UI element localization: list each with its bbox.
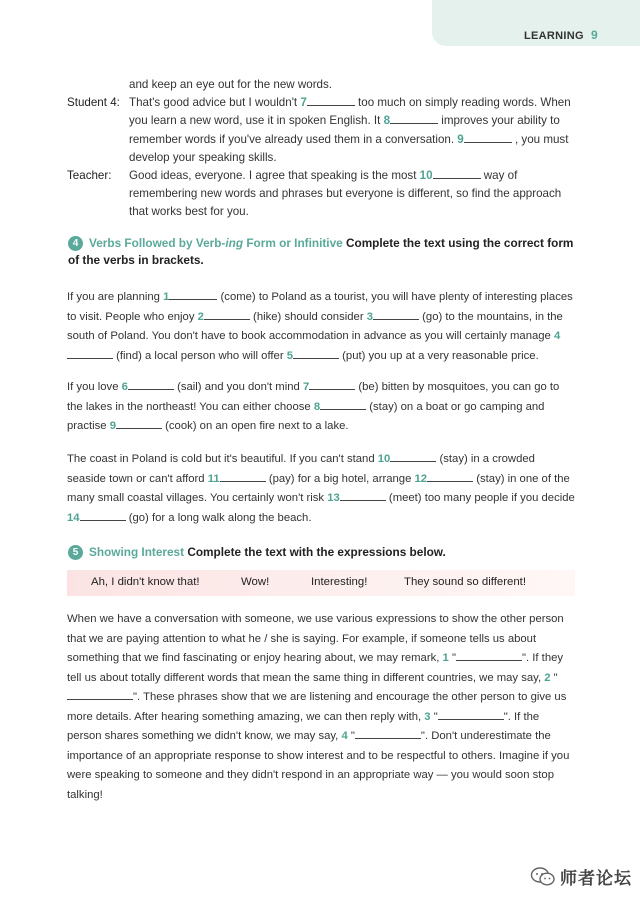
wechat-icon bbox=[530, 866, 556, 888]
blank-field[interactable] bbox=[355, 727, 421, 739]
speaker-label: Student 4: bbox=[67, 96, 120, 110]
blank-field[interactable] bbox=[433, 167, 481, 179]
blank-field[interactable] bbox=[220, 470, 266, 482]
expression-option: Ah, I didn't know that! bbox=[91, 576, 200, 588]
section5-heading: 5 Showing Interest Complete the text with the expressions below. bbox=[68, 544, 578, 561]
blank-field[interactable] bbox=[67, 688, 133, 700]
section5-paragraph: When we have a conversation with someone, we use various expressions to show the other person that we are paying attention to what he / she is saying. For example, if someone tells us about something that we find fascinating or enjoy hearing about, we may remark, 1 " ". If they tell us about totally different words that mean the same thing in different countries, we may say, 2 "". These phrases show that we are listening and encourage the other person to give us more details. After hearing something amazing, we can then reply with, 3 " ". If the person shares something we didn't know, we may say, 4 " ". Don't underestimate the importance of an appropriate response to show interest and to be respectful to others. Imagine if you were speaking to someone and they didn't respond in an appropriate way — you would soon stop talking! bbox=[67, 613, 570, 801]
blank-field[interactable] bbox=[373, 308, 419, 320]
blank-field[interactable] bbox=[204, 308, 250, 320]
section4-title: Verbs Followed by Verb-ing Form or Infinitive bbox=[89, 236, 343, 250]
blank-field[interactable] bbox=[390, 112, 438, 124]
expression-option: They sound so different! bbox=[404, 576, 526, 588]
blank-field[interactable] bbox=[438, 708, 504, 720]
section4-heading: 4 Verbs Followed by Verb-ing Form or Infinitive Complete the text using the correct form of the verbs in brackets. bbox=[68, 236, 574, 267]
section5-title: Showing Interest bbox=[89, 545, 185, 559]
section4-paragraph-3: The coast in Poland is cold but it's beautiful. If you can't stand 10 (stay) in a crowded seaside town or can't afford 11 (pay) for a big hotel, arrange 12 (stay) in one of the many small coastal villages. You certainly won't risk 13 (meet) too many people if you decide 14 (go) for a long walk along the beach. bbox=[67, 450, 575, 528]
blank-field[interactable] bbox=[169, 288, 217, 300]
section-label: LEARNING bbox=[524, 30, 584, 42]
section4-paragraph-2: If you love 6 (sail) and you don't mind 7 (be) bitten by mosquitoes, you can go to the lakes in the northeast! You can either choose 8 (stay) on a boat or go camping and practise 9 (cook) on an open fire next to a lake. bbox=[67, 378, 575, 437]
blank-field[interactable] bbox=[128, 378, 174, 390]
expression-option: Interesting! bbox=[311, 576, 368, 588]
blank-field[interactable] bbox=[80, 509, 126, 521]
blank-field[interactable] bbox=[464, 131, 512, 143]
blank-field[interactable] bbox=[67, 347, 113, 359]
blank-field[interactable] bbox=[307, 94, 355, 106]
blank-field[interactable] bbox=[116, 417, 162, 429]
dialog-teacher: Teacher: Good ideas, everyone. I agree that speaking is the most 10 way of remembering new words and phrases but everyone is different, so find the approach that works best for you. bbox=[67, 167, 577, 222]
blank-field[interactable] bbox=[293, 347, 339, 359]
blank-field[interactable] bbox=[456, 649, 522, 661]
dialog-continuation: and keep an eye out for the new words. bbox=[129, 78, 333, 91]
expressions-bar bbox=[67, 570, 575, 596]
blank-field[interactable] bbox=[427, 470, 473, 482]
page-number: 9 bbox=[591, 28, 598, 42]
speaker-label: Teacher: bbox=[67, 169, 112, 183]
blank-field[interactable] bbox=[320, 398, 366, 410]
section-number-badge: 4 bbox=[68, 236, 83, 251]
watermark-text: 师者论坛 bbox=[560, 869, 632, 888]
dialog-block bbox=[67, 76, 577, 222]
section-number-badge: 5 bbox=[68, 545, 83, 560]
blank-field[interactable] bbox=[340, 489, 386, 501]
expression-option: Wow! bbox=[241, 576, 270, 588]
section4-paragraph-1: If you are planning 1 (come) to Poland as a tourist, you will have plenty of interesting places to visit. People who enjoy 2 (hike) should consider 3 (go) to the mountains, in the south of Poland. You don't have to book accommodation in advance as you will certainly manage 4 (find) a local person who will offer 5 (put) you up at a very reasonable price. bbox=[67, 288, 575, 366]
dialog-student4: Student 4: That's good advice but I wouldn't 7 too much on simply reading words. When you learn a new word, use it in spoken English. It 8 improves your ability to remember words if you've already used them in a conversation. 9 , you must develop your speaking skills. bbox=[67, 94, 577, 167]
blank-field[interactable] bbox=[309, 378, 355, 390]
blank-field[interactable] bbox=[390, 450, 436, 462]
